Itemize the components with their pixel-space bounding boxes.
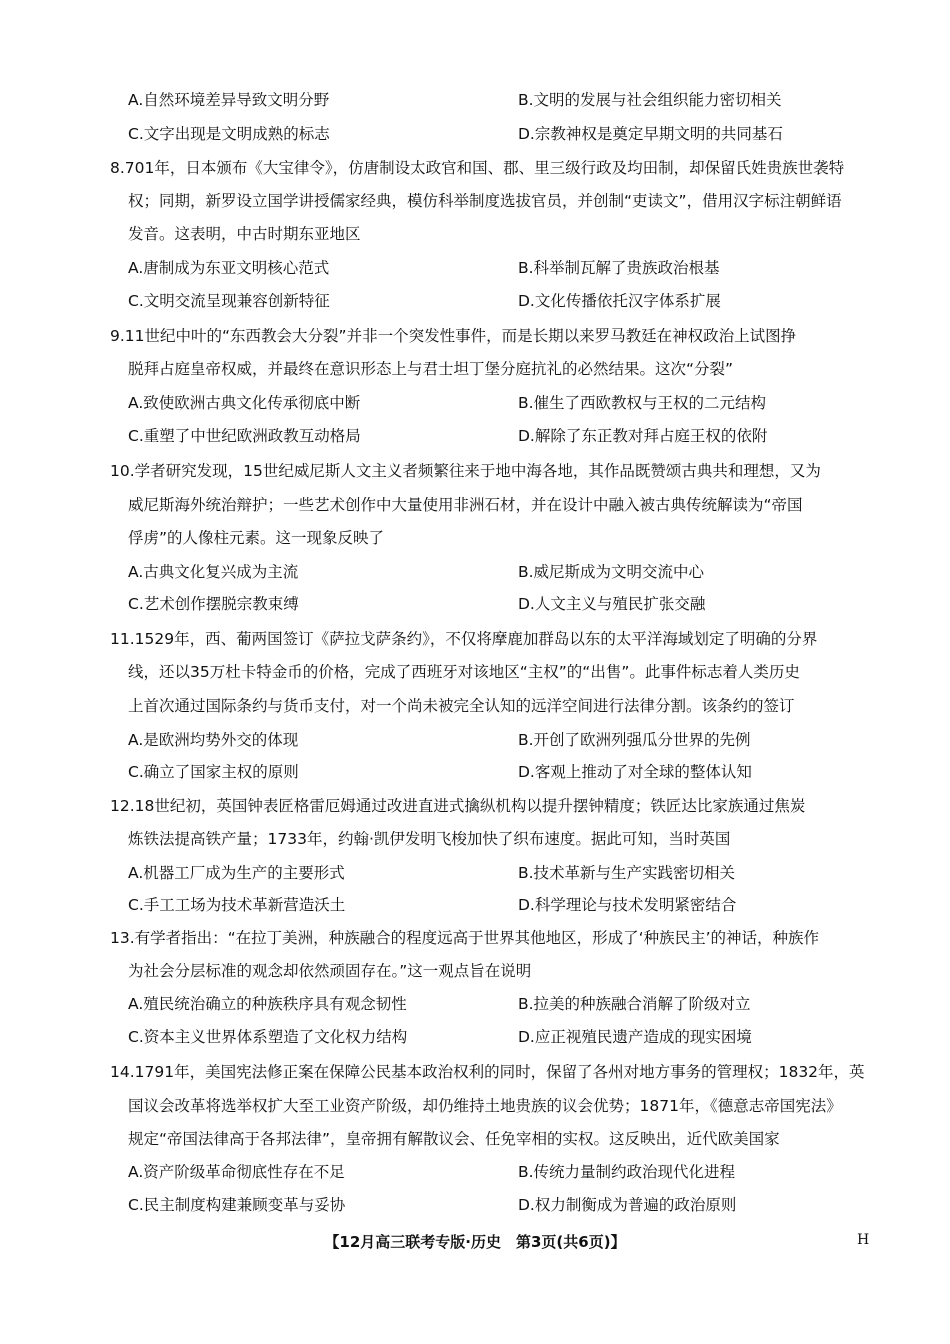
q10-options-row-2 <box>0 590 950 618</box>
q7-option-b: B.文明的发展与社会组织能力密切相关 <box>518 91 782 109</box>
q8-option-c: C.文明交流呈现兼容创新特征 <box>128 292 330 310</box>
q8-options-row-1 <box>0 254 950 282</box>
q7-option-c: C.文字出现是文明成熟的标志 <box>128 125 330 143</box>
q11-option-d: D.客观上推动了对全球的整体认知 <box>518 763 752 781</box>
q11-option-c: C.确立了国家主权的原则 <box>128 763 299 781</box>
q8-option-a: A.唐制成为东亚文明核心范式 <box>128 259 330 277</box>
q7-option-d: D.宗教神权是奠定早期文明的共同基石 <box>518 125 783 143</box>
q11-line-2: 线，还以35万杜卡特金币的价格，完成了西班牙对该地区“主权”的“出售”。此事件标志着人类历史 <box>128 663 800 681</box>
q8-line-1: 8.701年，日本颁布《大宝律令》，仿唐制设太政官和国、郡、里三级行政及均田制，却保留氏姓贵族世袭特 <box>110 159 845 177</box>
q8-line-3: 发音。这表明，中古时期东亚地区 <box>128 225 361 243</box>
q9-option-c: C.重塑了中世纪欧洲政教互动格局 <box>128 427 361 445</box>
q10-line-2: 威尼斯海外统治辩护；一些艺术创作中大量使用非洲石材，并在设计中融入被古典传统解读为“帝国 <box>128 496 803 514</box>
q13-option-d: D.应正视殖民遗产造成的现实困境 <box>518 1028 752 1046</box>
q13-options-row-1 <box>0 990 950 1018</box>
q14-line-2: 国议会改革将选举权扩大至工业资产阶级，却仍维持土地贵族的议会优势；1871年，《德意志帝国宪法》 <box>128 1097 842 1115</box>
q7-options-row-1 <box>0 86 950 114</box>
q14-options-row-1 <box>0 1158 950 1186</box>
q12-option-a: A.机器工厂成为生产的主要形式 <box>128 864 345 882</box>
q12-line-1: 12.18世纪初，英国钟表匠格雷厄姆通过改进直进式擒纵机构以提升摆钟精度；铁匠达比家族通过焦炭 <box>110 797 806 815</box>
q8-line-2: 权；同期，新罗设立国学讲授儒家经典，模仿科举制度选拔官员，并创制“吏读文”，借用汉字标注朝鲜语 <box>128 192 842 210</box>
q9-line-2: 脱拜占庭皇帝权威，并最终在意识形态上与君士坦丁堡分庭抗礼的必然结果。这次“分裂” <box>128 360 734 378</box>
q8-option-b: B.科举制瓦解了贵族政治根基 <box>518 259 720 277</box>
q11-option-b: B.开创了欧洲列强瓜分世界的先例 <box>518 731 751 749</box>
q10-line-1: 10.学者研究发现，15世纪威尼斯人文主义者频繁往来于地中海各地，其作品既赞颂古典共和理想，又为 <box>110 462 821 480</box>
page-footer: 【12月高三联考专版·历史 第3页(共6页)】 <box>324 1233 626 1251</box>
q13-option-a: A.殖民统治确立的种族秩序具有观念韧性 <box>128 995 407 1013</box>
q9-options-row-2 <box>0 422 950 450</box>
q9-option-a: A.致使欧洲古典文化传承彻底中断 <box>128 394 361 412</box>
q12-option-d: D.科学理论与技术发明紧密结合 <box>518 896 737 914</box>
q13-option-b: B.拉美的种族融合消解了阶级对立 <box>518 995 751 1013</box>
q11-options-row-2 <box>0 758 950 786</box>
q10-option-b: B.威尼斯成为文明交流中心 <box>518 563 705 581</box>
q14-option-b: B.传统力量制约政治现代化进程 <box>518 1163 736 1181</box>
q11-options-row-1 <box>0 726 950 754</box>
q8-option-d: D.文化传播依托汉字体系扩展 <box>518 292 721 310</box>
q9-line-1: 9.11世纪中叶的“东西教会大分裂”并非一个突发性事件，而是长期以来罗马教廷在神权政治上试图挣 <box>110 327 797 345</box>
q10-option-a: A.古典文化复兴成为主流 <box>128 563 299 581</box>
q9-option-b: B.催生了西欧教权与王权的二元结构 <box>518 394 767 412</box>
q14-line-1: 14.1791年，美国宪法修正案在保障公民基本政治权利的同时，保留了各州对地方事务的管理权；1832年，英 <box>110 1063 865 1081</box>
q8-options-row-2 <box>0 287 950 315</box>
q12-option-c: C.手工工场为技术革新营造沃土 <box>128 896 346 914</box>
q13-line-1: 13.有学者指出：“在拉丁美洲，种族融合的程度远高于世界其他地区，形成了‘种族民主’的神话，种族作 <box>110 929 820 947</box>
q10-options-row-1 <box>0 558 950 586</box>
q7-option-a: A.自然环境差异导致文明分野 <box>128 91 330 109</box>
q7-options-row-2 <box>0 120 950 148</box>
q11-option-a: A.是欧洲均势外交的体现 <box>128 731 299 749</box>
q13-line-2: 为社会分层标准的观念却依然顽固存在。”这一观点旨在说明 <box>128 962 532 980</box>
q12-options-row-2 <box>0 891 950 919</box>
q9-option-d: D.解除了东正教对拜占庭王权的依附 <box>518 427 768 445</box>
q14-line-3: 规定“帝国法律高于各邦法律”，皇帝拥有解散议会、任免宰相的实权。这反映出，近代欧美国家 <box>128 1130 780 1148</box>
q12-option-b: B.技术革新与生产实践密切相关 <box>518 864 736 882</box>
q12-line-2: 炼铁法提高铁产量；1733年，约翰·凯伊发明飞梭加快了织布速度。据此可知，当时英国 <box>128 830 731 848</box>
q10-option-c: C.艺术创作摆脱宗教束缚 <box>128 595 299 613</box>
q14-option-c: C.民主制度构建兼顾变革与妥协 <box>128 1196 346 1214</box>
q10-option-d: D.人文主义与殖民扩张交融 <box>518 595 706 613</box>
version-mark: H <box>857 1232 870 1248</box>
q13-option-c: C.资本主义世界体系塑造了文化权力结构 <box>128 1028 408 1046</box>
q14-option-d: D.权力制衡成为普遍的政治原则 <box>518 1196 737 1214</box>
q13-options-row-2 <box>0 1023 950 1051</box>
q12-options-row-1 <box>0 859 950 887</box>
q14-option-a: A.资产阶级革命彻底性存在不足 <box>128 1163 345 1181</box>
q9-options-row-1 <box>0 389 950 417</box>
q11-line-1: 11.1529年，西、葡两国签订《萨拉戈萨条约》，不仅将摩鹿加群岛以东的太平洋海域划定了明确的分界 <box>110 630 818 648</box>
q10-line-3: 俘虏”的人像柱元素。这一现象反映了 <box>128 529 385 547</box>
q14-options-row-2 <box>0 1191 950 1219</box>
q11-line-3: 上首次通过国际条约与货币支付，对一个尚未被完全认知的远洋空间进行法律分割。该条约的签订 <box>128 697 795 715</box>
